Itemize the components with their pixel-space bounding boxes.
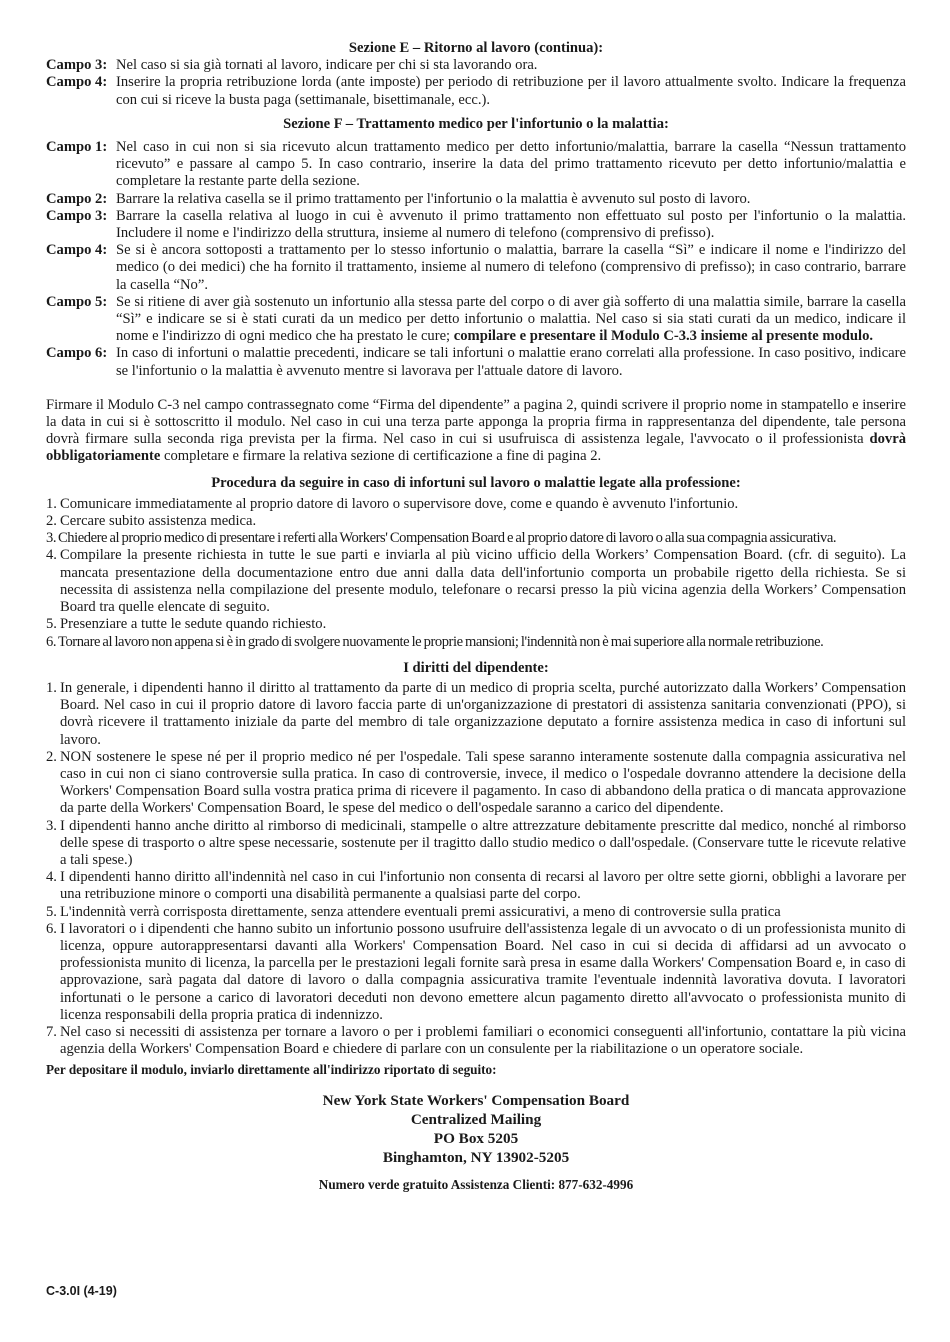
field-text [116, 294, 906, 346]
signature-text-bold: dovrà obbligatoriamente [46, 431, 906, 465]
field-text: Barrare la casella relativa al luogo in cui è avvenuto il primo trattamento non effettuato sul posto per l'infortunio o la malattia. Includere il nome e l'indirizzo della struttura, insieme al numero di telefono (comprensivo di prefisso). [116, 207, 906, 242]
item-number: 2. [46, 513, 57, 530]
address-line-4: Binghamton, NY 13902-5205 [382, 1148, 570, 1166]
procedure-item-6 [46, 634, 906, 651]
rights-item-4 [46, 869, 906, 903]
field-text: Inserire la propria retribuzione lorda (ante imposte) per periodo di retribuzione per il lavoro attualmente svolto. Indicare la frequenza con cui si riceve la busta paga (settimanale, bisettimanale, ecc.). [116, 74, 906, 108]
address-line-1: New York State Workers' Compensation Board [322, 1091, 630, 1109]
item-text: I lavoratori o i dipendenti che hanno subito un infortunio possono usufruire dell'assistenza legale di un avvocato o di un professionista munito di licenza, oppure autorappresentarsi davanti alla Workers' Compensation Board. Nel caso in cui si decida di affidarsi ad un avvocato o professionista munito di licenza, la parcella per le prestazioni legali fornite sarà presa in esame dalla Workers' Compensation Board e, in caso di approvazione, sarà pagata dal datore di lavoro o dalla compagnia assicurativa tramite l'eventuale indennità lavorativa dovuta. I lavoratori infortunati o le persone a carico di lavoratori deceduti non devono emettere alcun pagamento diretto all'avvocato o professionista munito di licenza responsabili della propria pratica di indennizzo. [60, 920, 906, 1023]
field-label: Campo 2: [46, 190, 108, 207]
item-number: 5. [46, 903, 57, 920]
item-number: 4. [46, 869, 57, 886]
item-number: 3. [46, 530, 57, 547]
signature-text-2: completare e firmare la relativa sezione di certificazione a fine di pagina 2. [163, 448, 602, 465]
rights-item-3 [46, 818, 906, 870]
mailing-address [46, 1091, 906, 1167]
field-text: Nel caso in cui non si sia ricevuto alcun trattamento medico per detto infortunio/malattia, barrare la casella “Nessun trattamento ricevuto” e passare al campo 5. In caso contrario, inserire la data del primo trattamento ricevuto per detto infortunio/malattia e completare la restante parte della sezione. [116, 139, 906, 190]
rights-item-7 [46, 1024, 906, 1058]
section-e-title: Sezione E – Ritorno al lavoro (continua): [348, 40, 604, 56]
item-number: 6. [46, 633, 57, 650]
item-text: Tornare al lavoro non appena si è in grado di svolgere nuovamente le proprie mansioni; l'indennità non è mai superiore alla normale retribuzione. [58, 633, 824, 650]
field-text: Se si è ancora sottoposti a trattamento per lo stesso infortunio o malattia, barrare la casella “Sì” e indicare il nome e l'indirizzo del medico (o dei medici) che ha fornito il trattamento, insieme al numero di telefono (comprensivo di prefisso); in caso contrario, barrare la casella “No”. [116, 242, 906, 293]
item-number: 4. [46, 547, 57, 564]
procedure-item-1 [46, 496, 906, 513]
item-text: NON sostenere le spese né per il proprio medico né per l'ospedale. Tali spese saranno interamente sostenute dalla compagnia assicurativa nel caso in cui non ci siano controversie sulla pratica. In caso di controversie, invece, il medico o l'ospedale dovranno attendere la decisione della Workers' Compensation Board sulla vostra pratica prima di ricevere il pagamento. In caso di abbandono della pratica o di mancata approvazione da parte della Workers' Compensation Board, le spese del medico o dell'ospedale saranno a carico del dipendente. [60, 748, 906, 817]
item-text: Cercare subito assistenza medica. [60, 513, 257, 530]
section-f-field-6 [46, 345, 906, 379]
field-label: Campo 1: [46, 139, 108, 156]
section-e-field-4 [46, 74, 906, 108]
field-label: Campo 4: [46, 74, 108, 91]
item-text: I dipendenti hanno anche diritto al rimborso di medicinali, stampelle o altre attrezzature debitamente prescritte dal medico, nonché al rimborso delle spese di trasporto o altre spese necessarie, sostenute per il tragitto dallo studio medico o dall'ospedale. (Conservare tutte le ricevute relative a tali spese.) [60, 817, 906, 868]
field-text: In caso di infortuni o malattie precedenti, indicare se tali infortuni o malattie erano correlati alla professione. In caso positivo, indicare se l'infortunio o la malattia è avvenuto mentre si lavorava per l'attuale datore di lavoro. [116, 345, 906, 379]
deposit-instruction: Per depositare il modulo, inviarlo direttamente all'indirizzo riportato di seguito: [46, 1062, 497, 1078]
item-number: 6. [46, 920, 57, 937]
field-text-plain: Se si ritiene di aver già sostenuto un infortunio alla stessa parte del corpo o di aver già sofferto di una malattia simile, barrare la casella “Sì” e indicare se si è stati curati da un medico per detto infortunio o malattia. Nel caso si sia stati curati da un medico, indicare il nome e l'indirizzo di ogni medico che ha prestato le cure; [116, 293, 906, 345]
item-text: I dipendenti hanno diritto all'indennità nel caso in cui l'infortunio non consenta di recarsi al lavoro per oltre sette giorni, obblighi a lavorare per una retribuzione minore o comporti una disabilità permanente a qualsiasi parte del corpo. [60, 869, 906, 903]
procedure-item-3 [46, 530, 906, 547]
item-text: Chiedere al proprio medico di presentare i referti alla Workers' Compensation Board e al proprio datore di lavoro o alla sua compagnia assicurativa. [58, 530, 837, 547]
procedure-item-2 [46, 513, 906, 530]
item-text: Presenziare a tutte le sedute quando richiesto. [60, 616, 327, 633]
section-f-title: Sezione F – Trattamento medico per l'infortunio o la malattia: [283, 115, 669, 132]
field-text: Nel caso si sia già tornati al lavoro, indicare per chi si sta lavorando ora. [116, 57, 538, 74]
item-number: 3. [46, 817, 57, 834]
item-text: L'indennità verrà corrisposta direttamente, senza attendere eventuali premi assicurativi, a meno di controversie sulla pratica [60, 903, 781, 920]
rights-item-1 [46, 680, 906, 749]
item-text: In generale, i dipendenti hanno il diritto al trattamento da parte di un medico di propria scelta, purché autorizzato dalla Workers’ Compensation Board. Nel caso in cui il proprio datore di lavoro faccia parte di un'organizzazione di prestatori di assistenza sanitaria convenzionati (PPO), si dovrà ricevere il trattamento iniziale da parte del membro di tale organizzazione deputato a fornire assistenza medica in caso di infortuni sul lavoro. [60, 679, 906, 748]
item-text: Comunicare immediatamente al proprio datore di lavoro o supervisore dove, come e quando è avvenuto l'infortunio. [60, 495, 739, 512]
address-line-3: PO Box 5205 [433, 1129, 519, 1147]
field-label: Campo 6: [46, 345, 108, 362]
section-f-field-3 [46, 208, 906, 242]
item-text: Compilare la presente richiesta in tutte le sue parti e inviarla al più vicino ufficio della Workers’ Compensation Board. (cfr. di seguito). La mancata presentazione della documentazione entro due anni dalla data dell'infortunio comporta un probabile rigetto della richiesta. Se si necessita di assistenza nella compilazione del presente modulo, telefonare o recarsi presso la più vicina agenzia della Workers’ Compensation Board tra quelle elencate di seguito. [60, 547, 906, 616]
item-number: 1. [46, 679, 57, 696]
field-label: Campo 3: [46, 207, 108, 224]
rights-item-6 [46, 921, 906, 1024]
field-label: Campo 3: [46, 57, 108, 74]
signature-text-1: Firmare il Modulo C-3 nel campo contrassegnato come “Firma del dipendente” a pagina 2, quindi scrivere il proprio nome in stampatello e inserire la data in cui si è sottoscritto il modulo. Nel caso in cui una terza parte apponga la propria firma in rappresentanza del dipendente, tale persona dovrà firmare sulla seconda riga prevista per la firma. Nel caso in cui si usufruisca di assistenza legale, l'avvocato o il professionista [46, 396, 906, 448]
section-e-field-3 [46, 57, 906, 74]
document-page [46, 40, 906, 1193]
section-f-field-1 [46, 139, 906, 191]
address-line-2: Centralized Mailing [410, 1110, 542, 1128]
field-text-bold: compilare e presentare il Modulo C-3.3 insieme al presente modulo. [453, 328, 874, 345]
procedure-item-5 [46, 616, 906, 633]
field-label: Campo 5: [46, 293, 108, 310]
item-number: 5. [46, 616, 57, 633]
item-number: 2. [46, 748, 57, 765]
field-label: Campo 4: [46, 242, 108, 259]
procedure-item-4 [46, 547, 906, 616]
rights-item-2 [46, 749, 906, 818]
section-f-field-5 [46, 294, 906, 346]
rights-title: I diritti del dipendente: [403, 659, 549, 676]
procedure-title: Procedura da seguire in caso di infortuni sul lavoro o malattie legate alla professione: [211, 474, 741, 491]
tollfree-number: Numero verde gratuito Assistenza Clienti: 877-632-4996 [318, 1176, 634, 1192]
item-number: 7. [46, 1023, 57, 1040]
field-text: Barrare la relativa casella se il primo trattamento per l'infortunio o la malattia è avvenuto sul posto di lavoro. [116, 190, 751, 207]
signature-paragraph [46, 397, 906, 466]
section-f-field-2 [46, 191, 906, 208]
form-code: C-3.0I (4-19) [46, 1284, 117, 1298]
item-number: 1. [46, 495, 57, 512]
rights-item-5 [46, 904, 906, 921]
section-f-field-4 [46, 242, 906, 294]
item-text: Nel caso si necessiti di assistenza per tornare a lavoro o per i problemi familiari o economici conseguenti all'infortunio, contattare la più vicina agenzia della Workers' Compensation Board e chiedere di parlare con un consulente per la riabilitazione o un operatore sociale. [60, 1023, 906, 1058]
